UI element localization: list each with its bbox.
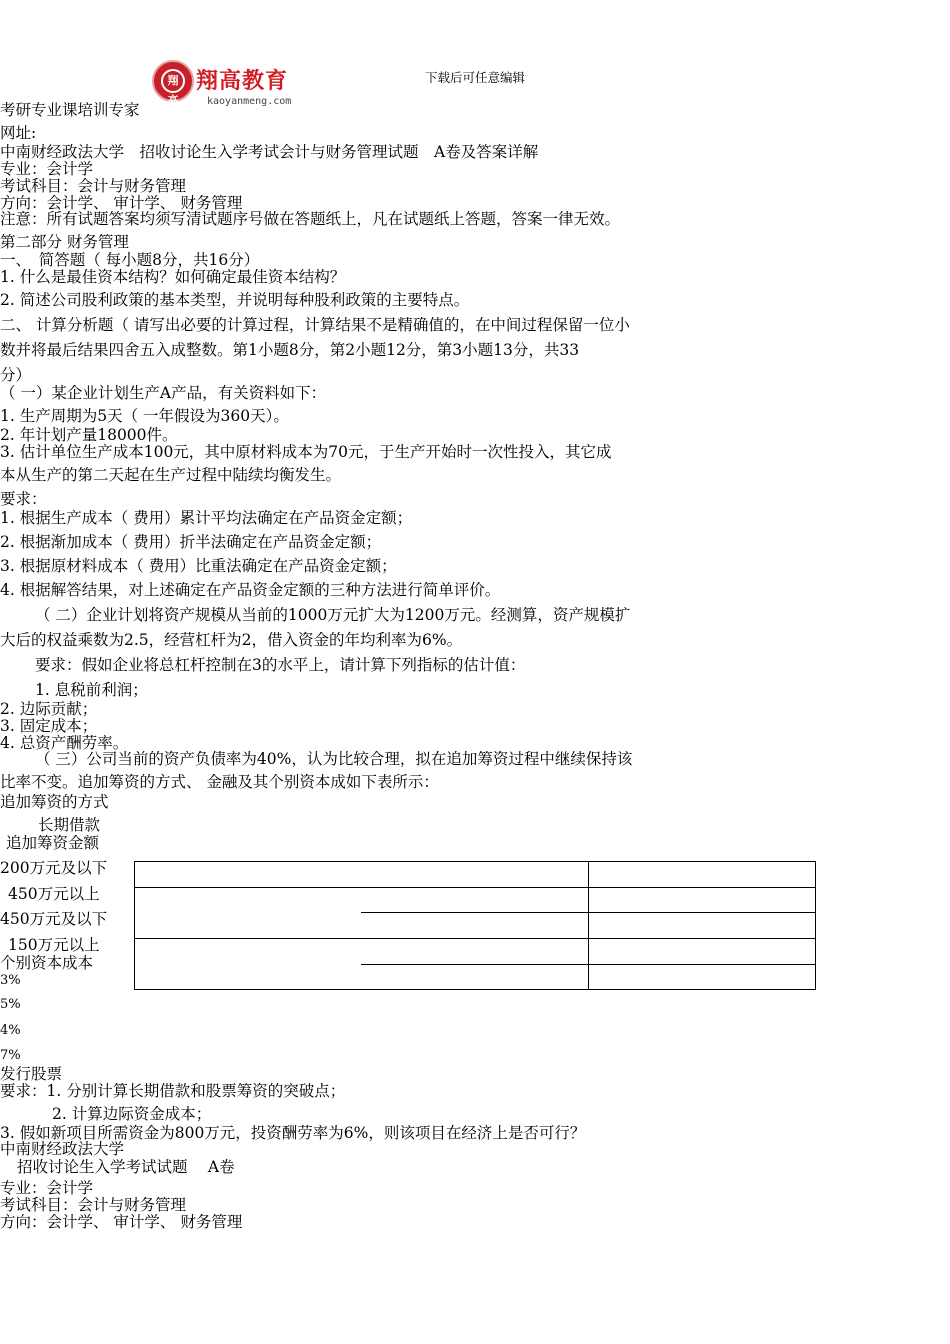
direction-line: 方向：会计学、 审计学、 财务管理	[0, 194, 243, 212]
list-item: 3. 固定成本；	[0, 717, 98, 735]
university-name: 中南财经政法大学	[0, 1140, 125, 1158]
table-row-divider	[361, 912, 816, 913]
exam-title: 招收讨论生入学考试试题 A卷	[17, 1158, 235, 1176]
table-row-divider	[134, 887, 816, 888]
table-header: 长期借款	[38, 816, 101, 834]
table-border-top	[134, 861, 816, 862]
table-border-right	[815, 861, 816, 990]
requirement-label: 要求：假如企业将总杠杆控制在3的水平上，请计算下列指标的估计值：	[35, 656, 526, 674]
table-cell: 150万元以上	[8, 936, 100, 954]
table-header: 个别资本成本	[0, 954, 94, 972]
tagline: 考研专业课培训专家	[0, 101, 140, 119]
paragraph-line: 分）	[0, 366, 32, 384]
notice-line: 注意：所有试题答案均须写清试题序号做在答题纸上，凡在试题纸上答题，答案一律无效。	[0, 210, 621, 228]
table-cell: 5%	[0, 997, 21, 1012]
question-line: （ 一）某企业计划生产A产品，有关资料如下：	[0, 384, 327, 402]
brand-name: 翔高教育	[196, 69, 289, 94]
brand-logo	[150, 60, 310, 110]
list-item: 1. 生产周期为5天（ 一年假设为360天）。	[0, 407, 289, 425]
paragraph-line: 数并将最后结果四舍五入成整数。第1小题8分，第2小题12分，第3小题13分，共33	[0, 341, 580, 359]
paragraph-line: 大后的权益乘数为2.5，经营杠杆为2，借入资金的年均利率为6%。	[0, 631, 463, 649]
table-cell: 450万元以上	[8, 885, 100, 903]
list-item: 3. 根据原材料成本（ 费用）比重法确定在产品资金定额；	[0, 557, 397, 575]
paragraph-line: 比率不变。追加筹资的方式、 金融及其个别资本成如下表所示：	[0, 773, 439, 791]
list-item: 2. 年计划产量18000件。	[0, 426, 178, 444]
table-cell: 4%	[0, 1023, 21, 1038]
list-item: 3. 假如新项目所需资金为800万元，投资酬劳率为6%，则该项目在经济上是否可行？	[0, 1124, 586, 1142]
table-cell: 450万元及以下	[0, 910, 108, 928]
major-line: 专业：会计学	[0, 1179, 94, 1197]
requirement-label: 要求：	[0, 490, 47, 508]
seal-text: 翔高	[161, 69, 185, 93]
table-border-bottom	[134, 989, 816, 990]
table-cell: 7%	[0, 1048, 21, 1063]
editable-note: 下载后可任意编辑	[425, 70, 526, 85]
document-title: 中南财经政法大学 招收讨论生入学考试会计与财务管理试题 A卷及答案详解	[0, 143, 539, 161]
part-heading: 第二部分 财务管理	[0, 233, 129, 251]
brand-url: kaoyanmeng.com	[207, 96, 292, 107]
section-heading: 一、 简答题（ 每小题8分，共16分）	[0, 251, 260, 269]
question-line: （ 二）企业计划将资产规模从当前的1000万元扩大为1200万元。经测算，资产规模扩	[35, 606, 631, 624]
question-line: 1. 什么是最佳资本结构？如何确定最佳资本结构？	[0, 268, 346, 286]
table-cell: 200万元及以下	[0, 859, 108, 877]
subject-line: 考试科目：会计与财务管理	[0, 1196, 187, 1214]
question-line: （ 三）公司当前的资产负债率为40%，认为比较合理，拟在追加筹资过程中继续保持该	[35, 750, 633, 768]
question-line: 2. 简述公司股利政策的基本类型，并说明每种股利政策的主要特点。	[0, 291, 470, 309]
website-label: 网址:	[0, 124, 37, 142]
table-header: 追加筹资金额	[6, 834, 100, 852]
table-border-left	[134, 861, 135, 990]
table-header: 发行股票	[0, 1065, 63, 1083]
list-item: 1. 息税前利润；	[35, 681, 148, 699]
list-item: 2. 边际贡献；	[0, 700, 98, 718]
table-header: 追加筹资的方式	[0, 793, 109, 811]
list-item: 3. 估计单位生产成本100元，其中原材料成本为70元，于生产开始时一次性投入，其它成	[0, 443, 612, 461]
section-heading: 二、 计算分析题（ 请写出必要的计算过程，计算结果不是精确值的，在中间过程保留一位小	[0, 316, 630, 334]
direction-line: 方向：会计学、 审计学、 财务管理	[0, 1213, 243, 1231]
table-row-divider	[361, 964, 816, 965]
major-line: 专业：会计学	[0, 160, 94, 178]
list-item: 要求：1. 分别计算长期借款和股票筹资的突破点；	[0, 1082, 346, 1100]
table-column-divider	[588, 861, 589, 990]
list-item: 4. 根据解答结果，对上述确定在产品资金定额的三种方法进行简单评价。	[0, 581, 501, 599]
table-cell: 3%	[0, 973, 21, 988]
list-item: 1. 根据生产成本（ 费用）累计平均法确定在产品资金定额；	[0, 509, 413, 527]
table-row-divider	[134, 938, 816, 939]
list-item: 4. 总资产酬劳率。	[0, 734, 129, 752]
seal-icon	[152, 60, 194, 107]
paragraph-line: 本从生产的第二天起在生产过程中陆续均衡发生。	[0, 466, 342, 484]
list-item: 2. 计算边际资金成本；	[52, 1105, 212, 1123]
subject-line: 考试科目：会计与财务管理	[0, 177, 187, 195]
list-item: 2. 根据渐加成本（ 费用）折半法确定在产品资金定额；	[0, 533, 382, 551]
